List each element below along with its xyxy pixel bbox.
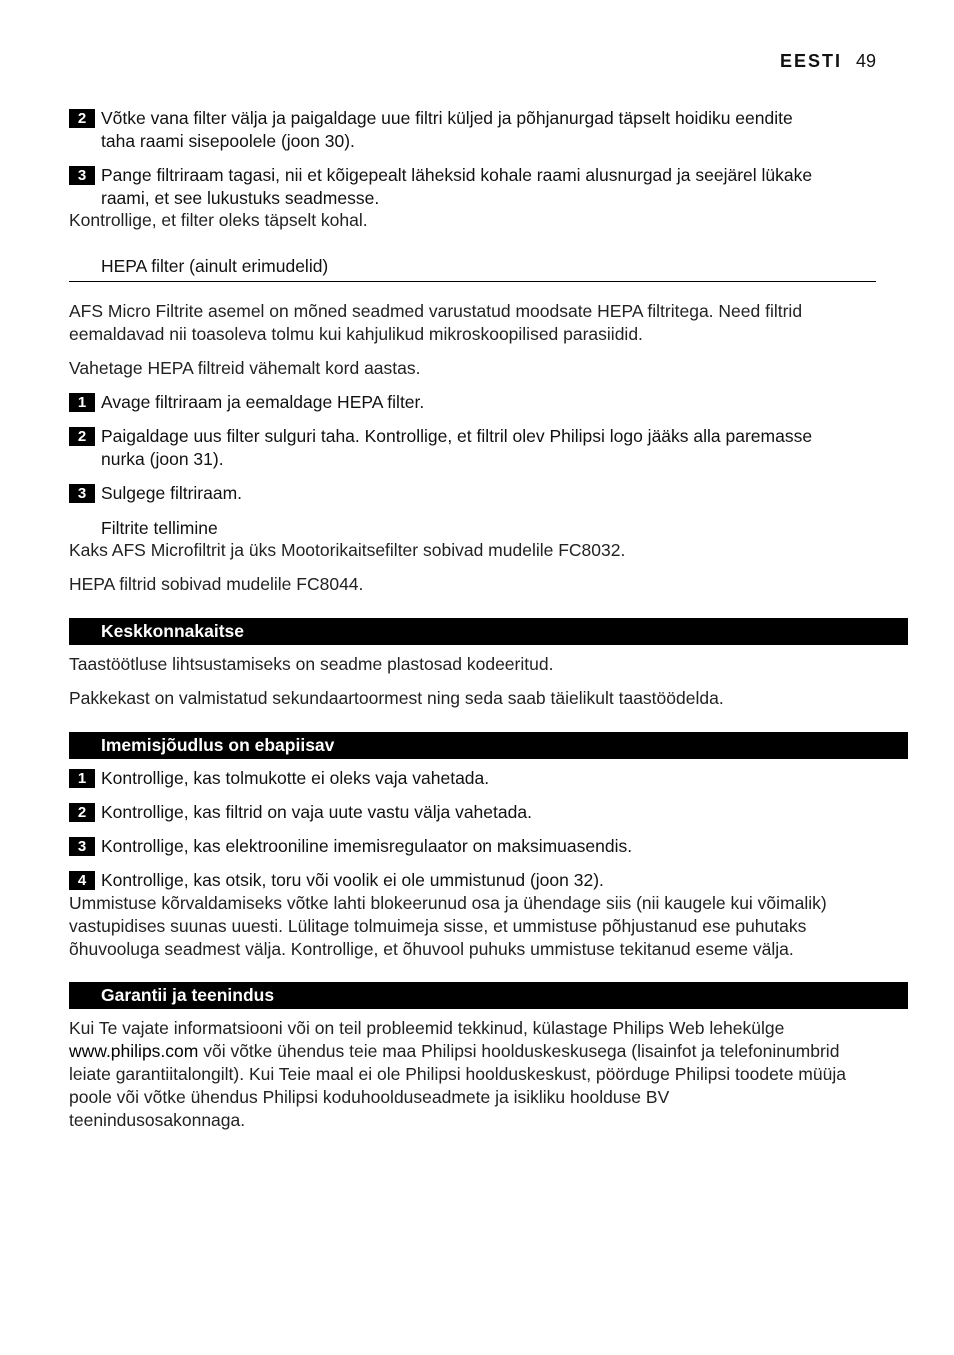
hepa-heading: HEPA filter (ainult erimudelid) xyxy=(101,256,329,276)
hepa-replace-note: Vahetage HEPA filtreid vähemalt kord aastas. xyxy=(69,358,421,378)
environment-line-2: Pakkekast on valmistatud sekundaartoormest ning seda saab täielikult taastöödelda. xyxy=(69,688,724,708)
ordering-line-2: HEPA filtrid sobivad mudelile FC8044. xyxy=(69,574,364,594)
environment-heading: Keskkonnakaitse xyxy=(69,618,908,645)
suction-step-4 xyxy=(69,869,908,892)
suction-step-2 xyxy=(69,801,908,824)
section-divider xyxy=(69,281,876,282)
page-header xyxy=(780,50,876,73)
step-text: nurka (joon 31). xyxy=(101,449,224,469)
step-number: 4 xyxy=(69,871,95,890)
step-number: 2 xyxy=(69,803,95,822)
hepa-step-3 xyxy=(69,482,908,505)
hepa-intro: AFS Micro Filtrite asemel on mõned seadmed varustatud moodsate HEPA filtritega. Need filtrid eemaldavad nii toasoleva tolmu kui kahjulikud mikroskoopilised parasiidid. xyxy=(69,301,803,344)
step-text: Sulgege filtriraam. xyxy=(101,483,243,503)
step-text: taha raami sisepoolele (joon 30). xyxy=(101,131,355,151)
page-number: 49 xyxy=(855,51,876,71)
hepa-step-1 xyxy=(69,391,908,414)
warranty-heading: Garantii ja teenindus xyxy=(69,982,908,1009)
step-text: Paigaldage uus filter sulguri taha. Kontrollige, et filtril olev Philipsi logo jääks alla paremasse xyxy=(101,426,813,446)
suction-heading: Imemisjõudlus on ebapiisav xyxy=(69,732,908,759)
step-text: Pange filtriraam tagasi, nii et kõigepealt läheksid kohale raami alusnurgad ja seejärel lükake xyxy=(101,165,813,185)
step-number: 1 xyxy=(69,769,95,788)
environment-line-1: Taastöötluse lihtsustamiseks on seadme plastosad kodeeritud. xyxy=(69,654,554,674)
step-number: 2 xyxy=(69,109,95,128)
suction-paragraph: Ummistuse kõrvaldamiseks võtke lahti blokeerunud osa ja ühendage siis (nii kaugele kui võimalik) vastupidises suunas uuesti. Lülitage tolmuimeja sisse, et ummistuse põhjustanud ese puhutaks õhuvooluga seadmest välja. Kontrollige, et õhuvool puhuks ummistuse tekitanud eseme välja. xyxy=(69,893,827,959)
step-text: Avage filtriraam ja eemaldage HEPA filter. xyxy=(101,392,425,412)
philips-website-link[interactable]: www.philips.com xyxy=(69,1041,199,1061)
suction-step-3 xyxy=(69,835,908,858)
ordering-line-1: Kaks AFS Microfiltrit ja üks Mootorikaitsefilter sobivad mudelile FC8032. xyxy=(69,540,626,560)
step-text: Kontrollige, kas otsik, toru või voolik ei ole ummistunud (joon 32). xyxy=(101,870,604,890)
step-3-refit-frame xyxy=(69,164,908,210)
step-text: Kontrollige, kas filtrid on vaja uute vastu välja vahetada. xyxy=(101,802,532,822)
step-number: 3 xyxy=(69,484,95,503)
step-2-replace-filter xyxy=(69,107,908,153)
check-filter-note: Kontrollige, et filter oleks täpselt kohal. xyxy=(69,210,368,230)
step-text: Võtke vana filter välja ja paigaldage uue filtri küljed ja põhjanurgad täpselt hoidiku eendite xyxy=(101,108,793,128)
hepa-step-2 xyxy=(69,425,908,471)
step-number: 1 xyxy=(69,393,95,412)
language-label: EESTI xyxy=(779,51,842,71)
ordering-heading: Filtrite tellimine xyxy=(101,518,218,538)
step-number: 2 xyxy=(69,427,95,446)
step-number: 3 xyxy=(69,166,95,185)
step-text: raami, et see lukustuks seadmesse. xyxy=(101,188,380,208)
step-number: 3 xyxy=(69,837,95,856)
step-text: Kontrollige, kas tolmukotte ei oleks vaja vahetada. xyxy=(101,768,490,788)
suction-step-1 xyxy=(69,767,908,790)
warranty-paragraph: Kui Te vajate informatsiooni või on teil probleemid tekkinud, külastage Philips Web lehekülge www.philips.com või võtke ühendus teie maa Philipsi hoolduskeskusega (lisainfot ja telefoninumbrid leiate garantiitalongilt). Kui Teie maal ei ole Philipsi hoolduskeskust, pöörduge Philipsi toodete müüja poole või võtke ühendus Philipsi koduhoolduseadmete ja isikliku hoolduse BV teenindusosakonnaga. xyxy=(69,1018,846,1130)
step-text: Kontrollige, kas elektrooniline imemisregulaator on maksimuasendis. xyxy=(101,836,633,856)
